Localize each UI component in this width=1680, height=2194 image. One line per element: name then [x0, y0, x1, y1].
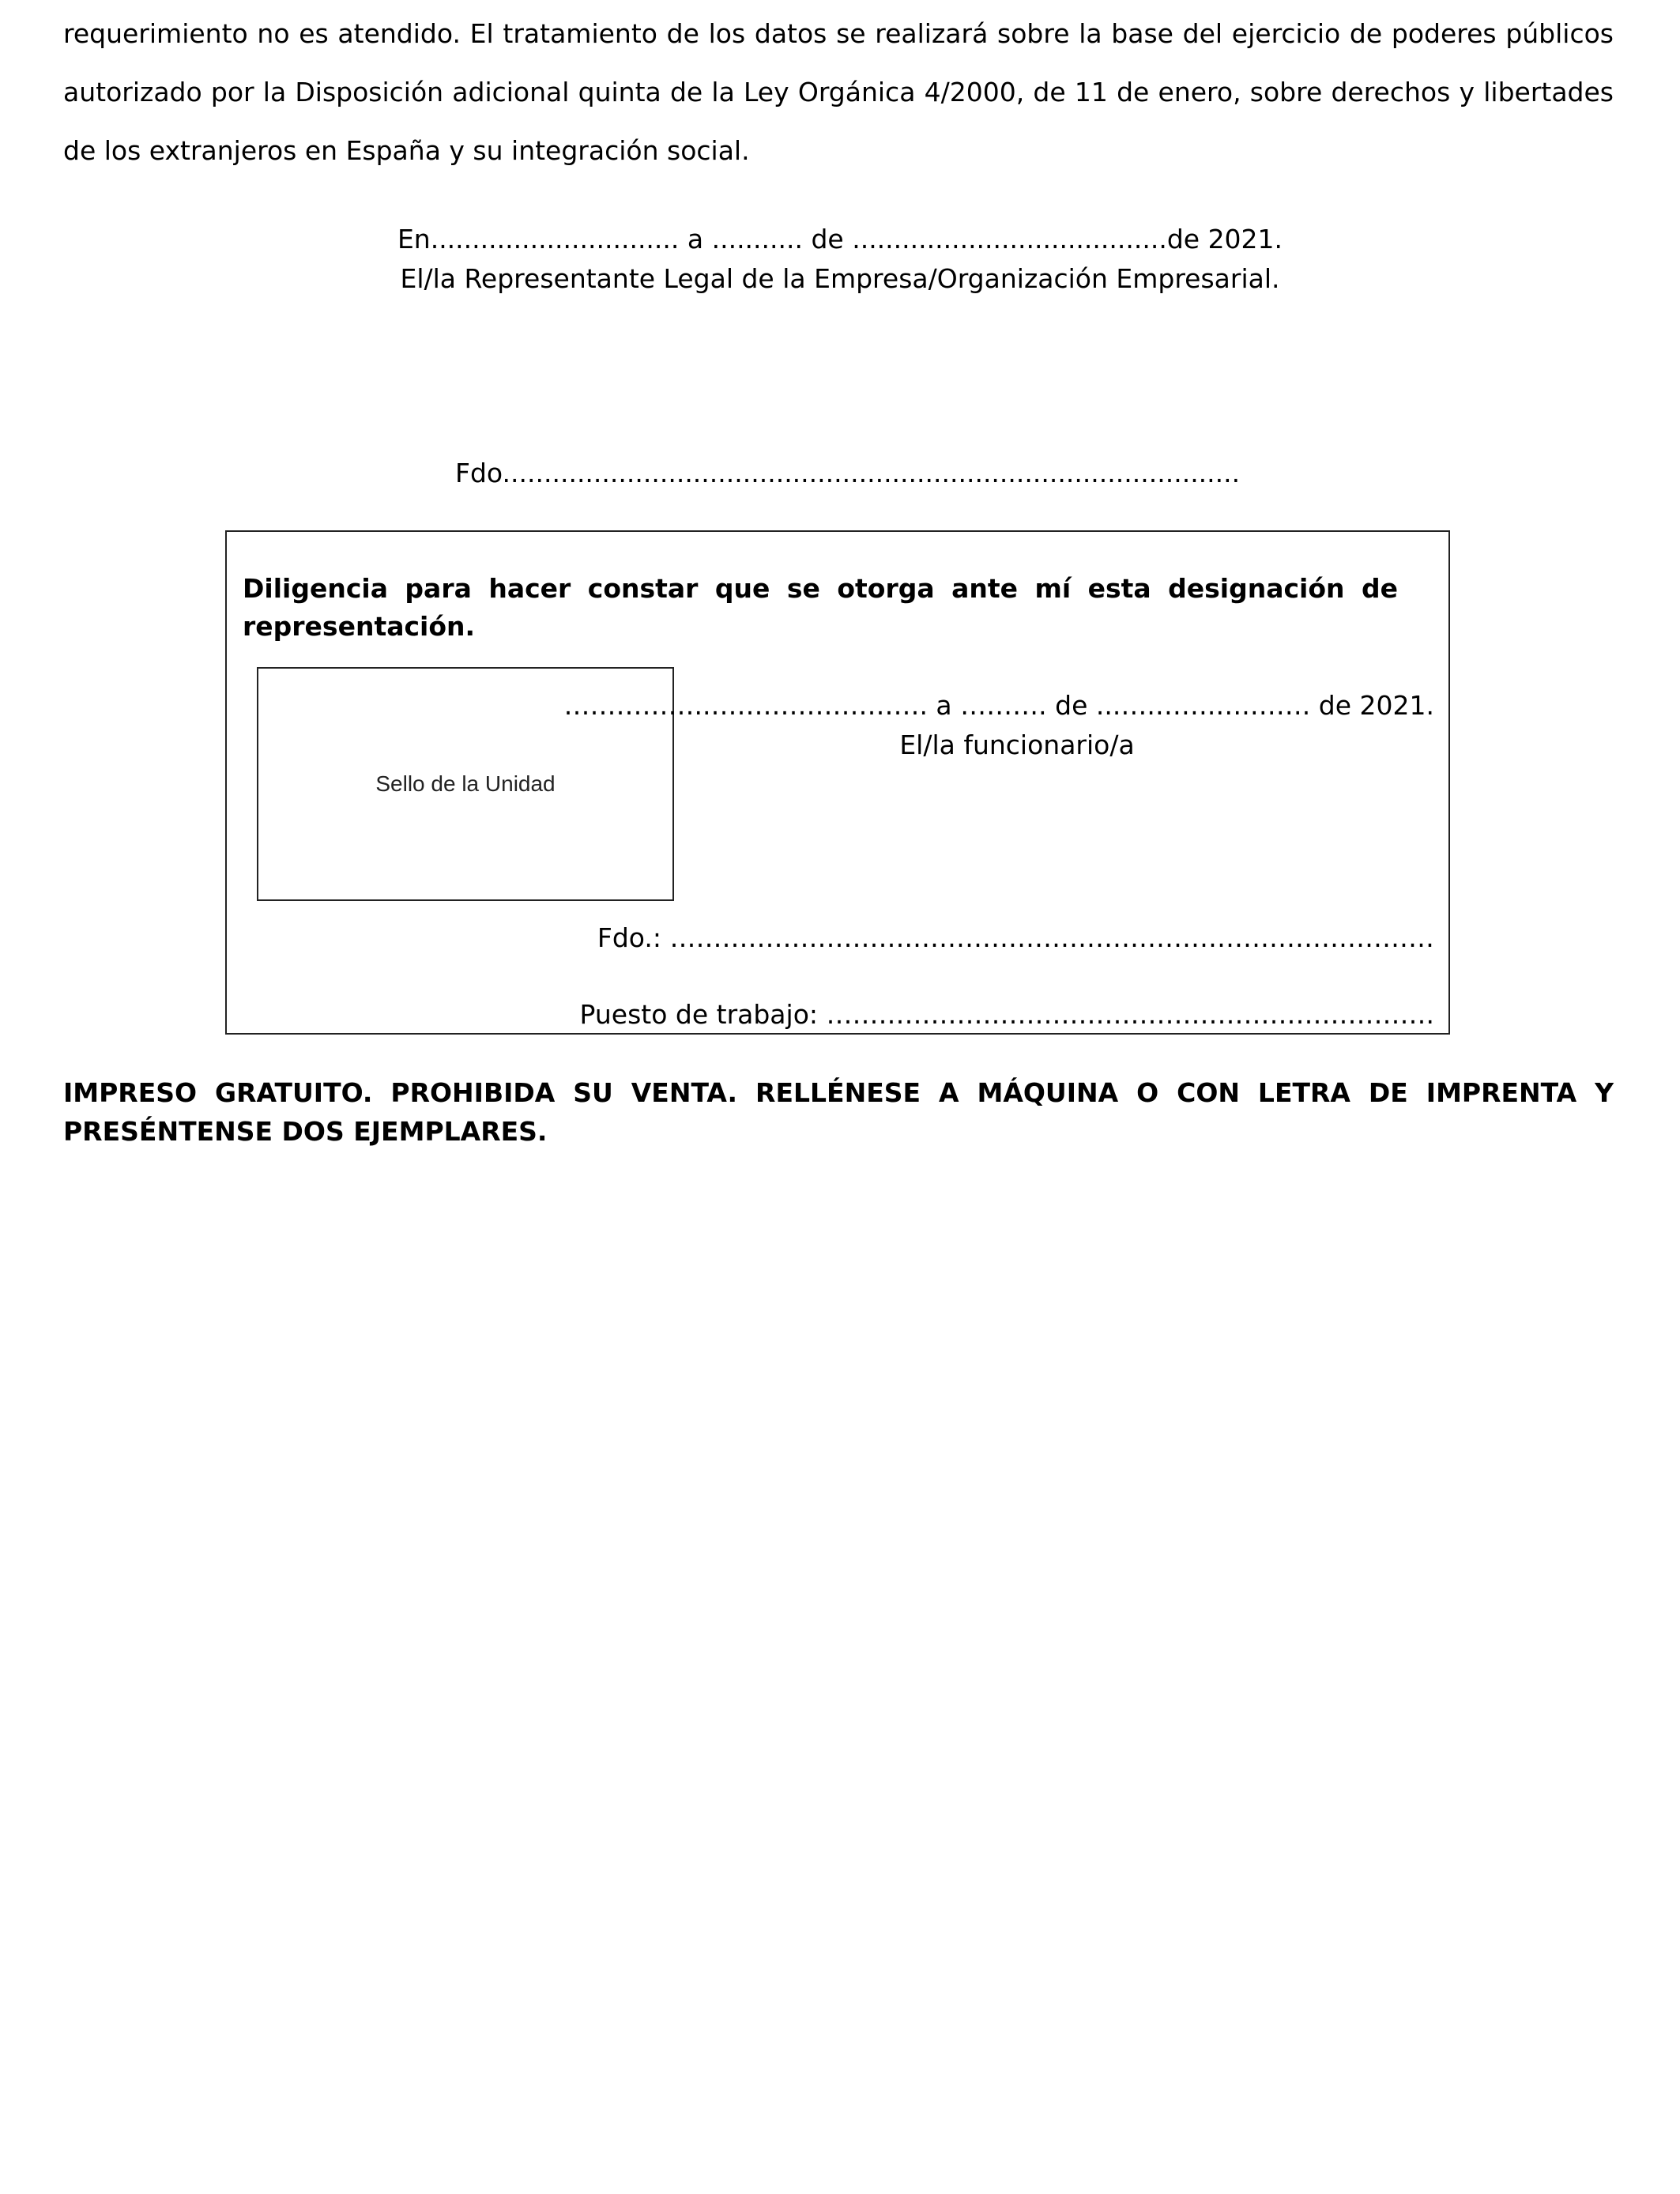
representative-signature-line: Fdo......................................................................................... [455, 458, 1241, 488]
intro-paragraph: requerimiento no es atendido. El tratamiento de los datos se realizará sobre la base del ejercicio de poderes públicos autorizado por la Disposición adicional quinta de la Ley Orgánica 4/2000, de 11 de enero, sobre derechos y libertades de los extranjeros en España y su integración social. [63, 18, 1614, 166]
diligence-box [225, 530, 1450, 1035]
representative-label: El/la Representante Legal de la Empresa/Organización Empresarial. [400, 263, 1280, 294]
seal-label: Sello de la Unidad [375, 771, 556, 796]
footer-notice: IMPRESO GRATUITO. PROHIBIDA SU VENTA. RELLÉNESE A MÁQUINA O CON LETRA DE IMPRENTA Y PRESÉNTENSE DOS EJEMPLARES. [63, 1077, 1614, 1147]
official-label: El/la funcionario/a [899, 729, 1135, 760]
diligence-date-line: ……………..……………………. a ………. de ...….…….….……. de 2021. [563, 690, 1434, 721]
official-position-line: Puesto de trabajo: ……………………………………………………………. [579, 999, 1434, 1030]
official-signature-line: Fdo.: ……………………….…………………………………………………… [597, 922, 1434, 953]
diligence-title: Diligencia para hacer constar que se otorga ante mí esta designación de representación. [243, 573, 1398, 642]
signature-date-line: En.............................. a ........... de ......................................de 2021. [397, 224, 1283, 254]
